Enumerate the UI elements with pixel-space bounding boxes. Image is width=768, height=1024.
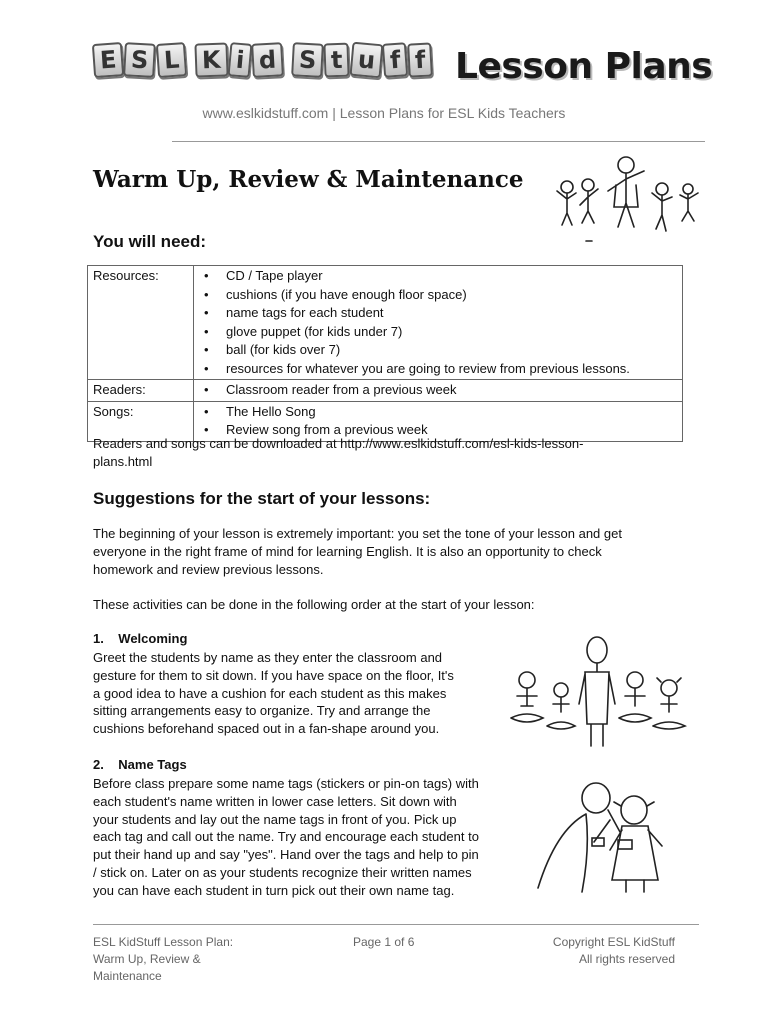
- footer-line: ESL KidStuff Lesson Plan:: [93, 935, 234, 949]
- logo-letter: S: [291, 42, 324, 78]
- logo-letter: u: [349, 42, 383, 79]
- paragraph-line: a good idea to have a cushion for each student as this makes: [93, 685, 447, 701]
- paragraph-line: The beginning of your lesson is extremely important: you set the tone of your lesson and get: [93, 526, 622, 541]
- footer-divider: [93, 924, 699, 925]
- paragraph-line: your students and lay out the name tags in front of you. Pick up: [93, 811, 457, 827]
- materials-table: [87, 265, 683, 442]
- intro-paragraph: [93, 525, 622, 578]
- list-item: • Review song from a previous week: [199, 421, 677, 440]
- logo-letter: f: [382, 42, 409, 78]
- row-label: Readers:: [88, 380, 194, 402]
- page-title: Warm Up, Review & Maintenance: [93, 166, 524, 193]
- logo-letter: i: [227, 42, 252, 78]
- lesson-plans-heading: Lesson Plans: [455, 46, 713, 87]
- logo-letter: f: [407, 42, 433, 77]
- paragraph-line: Before class prepare some name tags (stickers or pin-on tags) with: [93, 776, 479, 791]
- paragraph-line: everyone in the right frame of mind for learning English. It is also an opportunity to check: [93, 543, 602, 559]
- row-items: [194, 266, 683, 380]
- paragraph-line: sitting arrangements easy to organize. Try and arrange the: [93, 703, 431, 719]
- paragraph-line: each tag and call out the name. Try and encourage each student to: [93, 829, 479, 845]
- paragraph-line: cushions beforehand spaced out in a fan-shape around you.: [93, 721, 440, 737]
- eslkidstuff-logo: [93, 43, 434, 77]
- row-items: [194, 380, 683, 402]
- footer-line: Warm Up, Review &: [93, 952, 201, 966]
- name-tag-illustration: [530, 780, 680, 895]
- row-label: Songs:: [88, 401, 194, 441]
- footer-copyright: [553, 934, 675, 968]
- logo-letter: t: [324, 43, 351, 78]
- list-item: • ball (for kids over 7): [199, 341, 677, 360]
- footer-line: All rights reserved: [578, 952, 675, 966]
- list-item: • CD / Tape player: [199, 267, 677, 286]
- table-row: [88, 266, 683, 380]
- paragraph-line: gesture for them to sit down. If you have space on the floor, It's: [93, 667, 454, 683]
- teacher-with-kids-illustration: [503, 632, 693, 750]
- list-item: • Classroom reader from a previous week: [199, 381, 677, 400]
- table-row: [88, 380, 683, 402]
- list-item: • The Hello Song: [199, 403, 677, 422]
- logo-letter: K: [194, 42, 228, 77]
- paragraph-line: Greet the students by name as they enter the classroom and: [93, 650, 443, 665]
- logo-letter: L: [156, 42, 188, 78]
- you-will-need-heading: You will need:: [93, 232, 207, 251]
- header-divider: [172, 141, 705, 142]
- logo-letter: E: [92, 42, 125, 78]
- logo-letter: d: [251, 42, 284, 78]
- dancing-kids-illustration: [552, 155, 702, 250]
- page-number: Page 1 of 6: [353, 935, 415, 949]
- footer-line: Maintenance: [93, 969, 162, 983]
- order-line: These activities can be done in the following order at the start of your lesson:: [93, 597, 535, 612]
- site-tagline: www.eslkidstuff.com | Lesson Plans for ESL Kids Teachers: [202, 105, 566, 121]
- suggestions-heading: Suggestions for the start of your lessons:: [93, 489, 431, 508]
- paragraph-line: each student's name written in lower case letters. Sit down with: [93, 793, 457, 809]
- logo-letter: S: [124, 42, 157, 78]
- list-item: • name tags for each student: [199, 304, 677, 323]
- list-item: • glove puppet (for kids under 7): [199, 323, 677, 342]
- download-note-line: plans.html: [93, 453, 153, 469]
- paragraph-line: put their hand up and say "yes". Hand over the tags and help to pin: [93, 847, 479, 863]
- footer-lesson-name: [93, 934, 233, 985]
- welcoming-heading: 1. Welcoming: [93, 631, 188, 646]
- list-item: • cushions (if you have enough floor space): [199, 286, 677, 305]
- name-tags-paragraph: [93, 775, 479, 900]
- paragraph-line: you can have each student in turn pick out their own name tag.: [93, 882, 455, 898]
- paragraph-line: / stick on. Later on as your students recognize their written names: [93, 864, 472, 880]
- welcoming-paragraph: [93, 649, 454, 738]
- paragraph-line: homework and review previous lessons.: [93, 561, 324, 577]
- list-item: • resources for whatever you are going to review from previous lessons.: [199, 360, 677, 379]
- name-tags-heading: 2. Name Tags: [93, 757, 187, 772]
- row-label: Resources:: [88, 266, 194, 380]
- footer-line: Copyright ESL KidStuff: [552, 935, 675, 949]
- download-note-line: Readers and songs can be downloaded at http://www.eslkidstuff.com/esl-kids-lesson-: [93, 436, 584, 451]
- download-note: [93, 435, 583, 471]
